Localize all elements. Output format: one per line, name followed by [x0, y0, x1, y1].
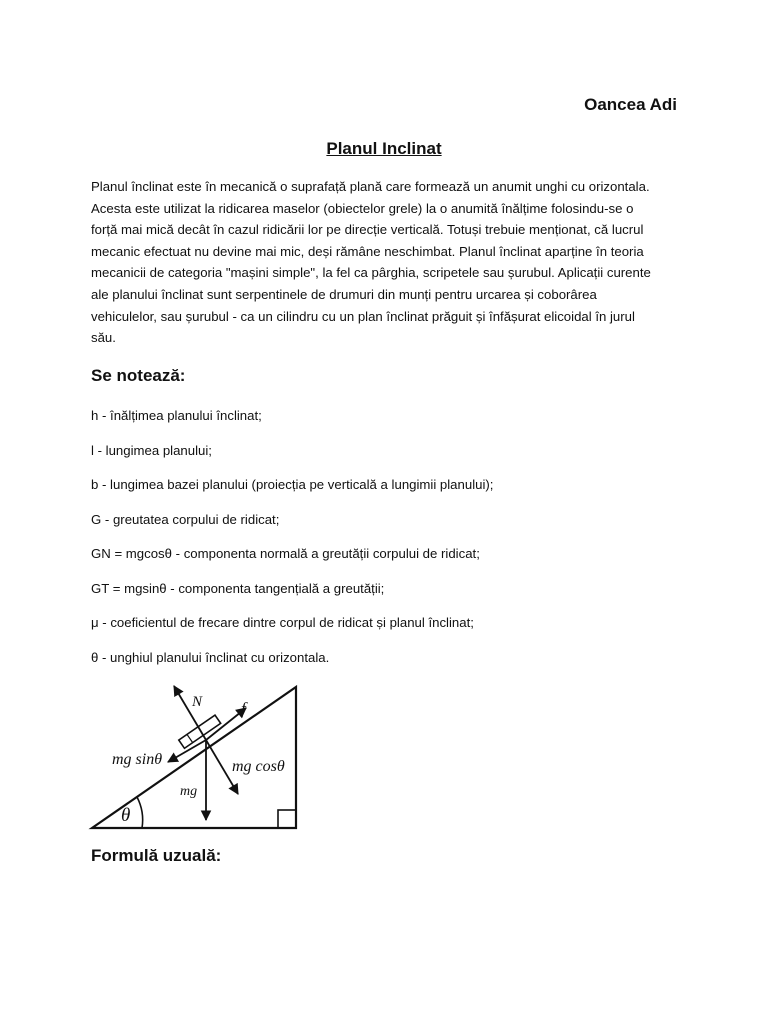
- intro-line: său.: [91, 330, 116, 346]
- weight-label: mg: [180, 784, 198, 799]
- notation-item-theta: θ - unghiul planului înclinat cu orizontala.: [91, 650, 330, 665]
- angle-arc: [137, 797, 143, 828]
- angle-label: θ: [121, 805, 131, 826]
- normal-component-label: mg cosθ: [232, 758, 285, 775]
- tangential-force-label: mg sinθ: [112, 751, 163, 768]
- notation-item-mu: μ - coeficientul de frecare dintre corpul de ridicat și planul înclinat;: [91, 615, 474, 630]
- inclined-plane-diagram: [88, 678, 312, 834]
- notation-item-gn: GN = mgcosθ - componenta normală a greutății corpului de ridicat;: [91, 546, 480, 561]
- right-angle-marker: [278, 810, 296, 828]
- notation-item-h: h - înălțimea planului înclinat;: [91, 408, 262, 423]
- intro-line: forță mai mică decât în cazul ridicării lor pe direcție verticală. Totuși trebuie menționat, că lucrul: [91, 222, 644, 238]
- notation-item-b: b - lungimea bazei planului (proiecția pe verticală a lungimii planului);: [91, 477, 494, 492]
- intro-line: Planul înclinat este în mecanică o suprafață plană care formează un anumit unghi cu orizontala.: [91, 179, 650, 194]
- author-name: Oancea Adi: [584, 95, 677, 114]
- intro-line: vehiculelor, sau șurubul - ca un cilindru cu un plan înclinat prăguit și înfășurat elicoidal în jurul: [91, 308, 635, 324]
- intro-line: Acesta este utilizat la ridicarea maselor (obiectelor grele) la o anumită înălțime folosindu-se o: [91, 200, 634, 216]
- intro-line: mecanicii de categoria "mașini simple", la fel ca pârghia, scripetele sau șurubul. Aplicații curente: [91, 265, 651, 281]
- notation-item-g: G - greutatea corpului de ridicat;: [91, 512, 280, 527]
- friction-force-label: f: [241, 699, 246, 718]
- intro-line: mecanic efectuat nu devine mai mic, deși rămâne neschimbat. Planul înclinat aparține în teoria: [91, 243, 644, 259]
- formula-heading: Formulă uzuală:: [91, 846, 222, 865]
- document-title: Planul Inclinat: [326, 139, 442, 158]
- normal-force-label: N: [192, 694, 203, 710]
- notation-item-gt: GT = mgsinθ - componenta tangențială a greutății;: [91, 581, 385, 596]
- notation-heading: Se notează:: [91, 366, 186, 385]
- intro-paragraph: [91, 176, 691, 349]
- intro-line: ale planului înclinat sunt serpentinele de drumuri din munți pentru urcarea și coborârea: [91, 286, 597, 302]
- notation-item-l: l - lungimea planului;: [91, 443, 212, 458]
